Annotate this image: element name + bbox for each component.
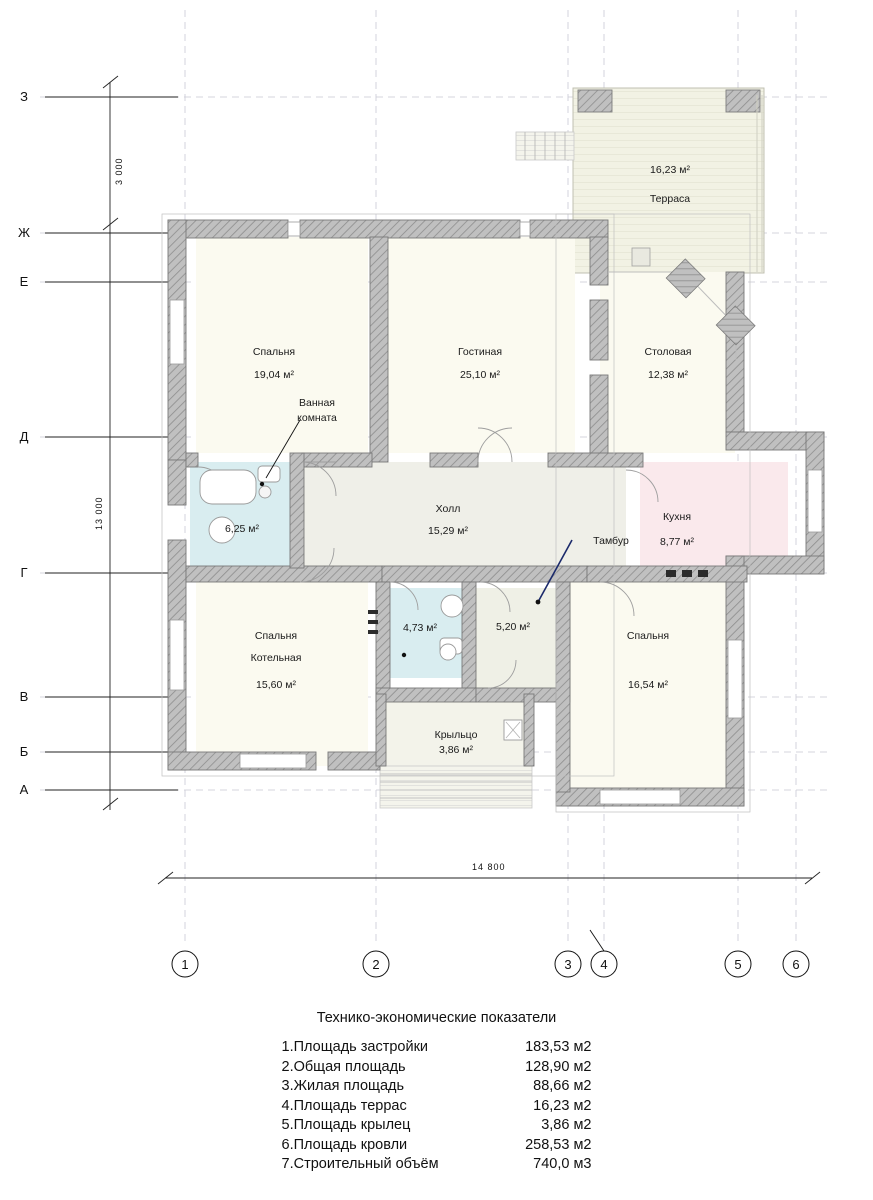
room-label-boiler-name: Котельная [250, 652, 302, 664]
specs-row-name: 4.Площадь террас [281, 1097, 407, 1114]
room-label-bedroom2-area: 15,60 м² [256, 679, 296, 691]
axis-label-d: Д [19, 429, 29, 444]
room-label-porch-area: 3,86 м² [438, 744, 474, 756]
room-label-hall-area: 15,29 м² [428, 525, 468, 537]
axis-label-3: 3 [564, 957, 572, 972]
axis-label-a: А [19, 782, 29, 797]
room-label-living-name: Гостиная [457, 346, 503, 358]
room-label-terrace-area: 16,23 м² [650, 164, 690, 176]
room-label-dining-area: 12,38 м² [648, 369, 688, 381]
room-label-tambur-area: 5,20 м² [495, 621, 531, 633]
room-label-bathroom-name-line1: Ванная [299, 397, 335, 409]
room-label-dining-name: Столовая [644, 346, 692, 358]
axis-bubble-leaders [590, 930, 604, 951]
porch-steps [380, 766, 532, 808]
boiler-point [402, 653, 406, 657]
terrace-stairs [516, 132, 574, 160]
specs-row-name: 7.Строительный объём [281, 1156, 439, 1172]
axis-label-zh: Ж [17, 225, 30, 240]
specs-row-value: 16,23 м2 [533, 1097, 592, 1114]
axis-callout-lines [45, 97, 178, 790]
specs-row-name: 1.Площадь застройки [281, 1039, 429, 1055]
axis-label-g: Г [20, 565, 28, 580]
room-label-bedroom3-name: Спальня [626, 630, 670, 642]
room-label-terrace-name: Терраса [649, 193, 691, 205]
room-label-bedroom3-area: 16,54 м² [628, 679, 668, 691]
axis-label-2: 2 [372, 957, 380, 972]
room-label-bedroom2-name: Спальня [254, 630, 298, 642]
specs-list [282, 1038, 592, 1175]
axis-label-1: 1 [181, 957, 189, 972]
axis-label-e: Е [19, 274, 29, 289]
specs-row [282, 1058, 592, 1078]
specs-row [282, 1097, 592, 1117]
room-label-kitchen-name: Кухня [662, 511, 692, 523]
dimension-top-vertical: 3 000 [114, 157, 124, 185]
specs-row-value: 183,53 м2 [525, 1039, 592, 1055]
room-label-tambur-name: Тамбур [593, 535, 629, 547]
axis-label-b: Б [19, 744, 29, 759]
axis-label-4: 4 [600, 957, 608, 972]
dimension-bottom [158, 872, 820, 884]
specs-row-value: 3,86 м2 [541, 1117, 592, 1133]
axis-label-z: З [20, 89, 28, 104]
specs-title: Технико-экономические показатели [316, 1010, 557, 1026]
specs-row-name: 3.Жилая площадь [281, 1078, 405, 1094]
specs-row-name: 6.Площадь кровли [281, 1136, 408, 1153]
specs-row-value: 740,0 м3 [533, 1156, 592, 1172]
room-label-living-area: 25,10 м² [460, 369, 500, 381]
porch-fixture [504, 720, 522, 740]
bathroom-point [260, 482, 264, 486]
axis-label-6: 6 [792, 957, 800, 972]
specs-row [282, 1136, 592, 1156]
room-label-porch-name: Крыльцо [434, 729, 478, 741]
axis-label-v: В [19, 689, 29, 704]
axis-bubbles-bottom [172, 951, 809, 977]
dimension-left-vertical: 13 000 [94, 496, 104, 530]
room-label-bedroom1-name: Спальня [252, 346, 296, 358]
technical-indicators-block [0, 1010, 873, 1175]
specs-row-value: 128,90 м2 [525, 1058, 592, 1075]
dimension-bottom-horizontal: 14 800 [472, 862, 506, 872]
specs-row-name: 2.Общая площадь [281, 1058, 406, 1075]
specs-row [282, 1116, 592, 1136]
dimension-left [103, 76, 118, 810]
room-label-hall-name: Холл [435, 503, 461, 515]
room-label-boiler-area: 4,73 м² [402, 622, 438, 634]
specs-row-name: 5.Площадь крылец [281, 1117, 411, 1133]
room-label-bedroom1-area: 19,04 м² [254, 369, 294, 381]
room-label-bathroom-name-line2: комната [297, 412, 337, 424]
specs-row-value: 88,66 м2 [533, 1078, 592, 1094]
axis-label-5: 5 [734, 957, 742, 972]
room-label-kitchen-area: 8,77 м² [659, 536, 695, 548]
room-label-bathroom-area: 6,25 м² [224, 523, 260, 535]
specs-row-value: 258,53 м2 [525, 1136, 592, 1153]
specs-row [282, 1038, 592, 1058]
specs-row [282, 1155, 592, 1175]
specs-row [282, 1077, 592, 1097]
